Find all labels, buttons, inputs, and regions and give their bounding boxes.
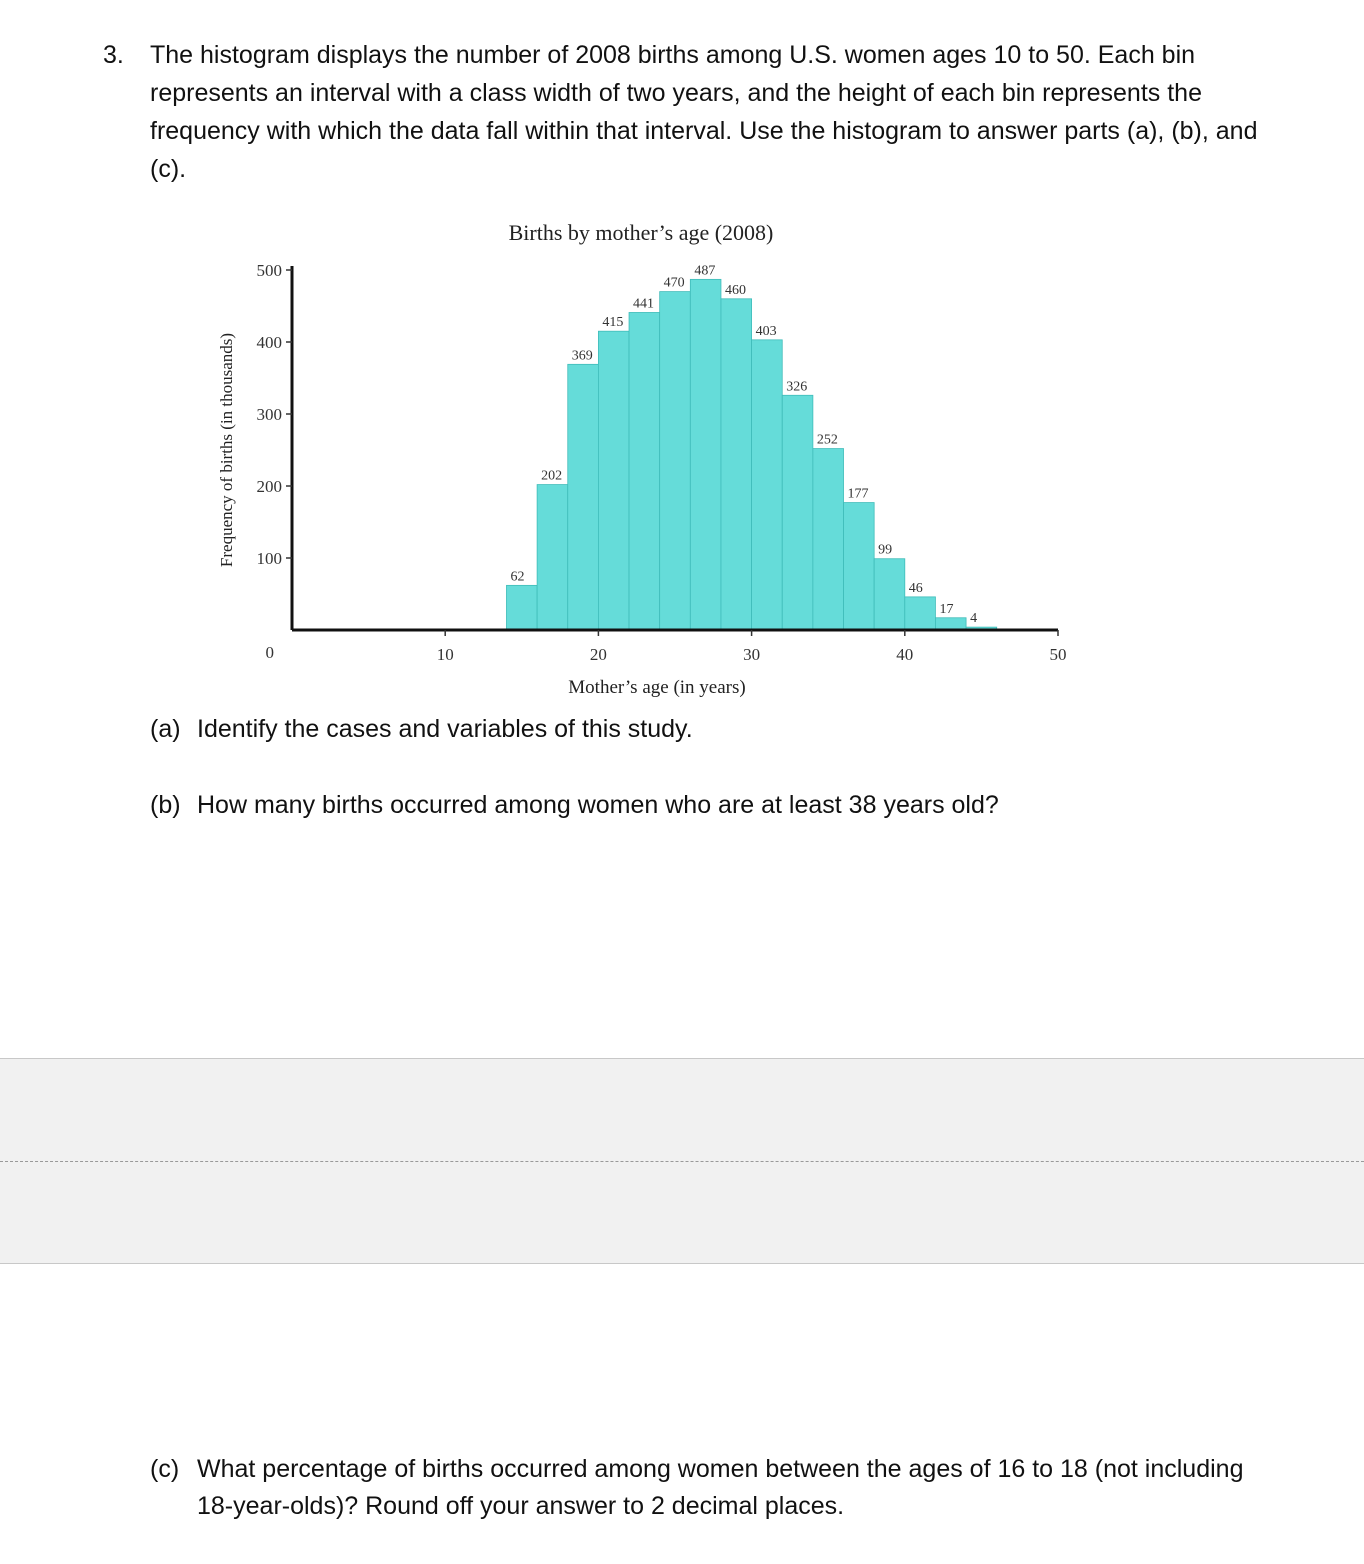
x-tick-label: 10 [436, 645, 454, 664]
bar-value-label: 487 [694, 263, 716, 279]
histogram-bar [905, 597, 936, 630]
bar-value-label: 46 [908, 580, 923, 596]
bar-value-label: 470 [663, 275, 685, 291]
x-axis-label: Mother’s age (in years) [568, 677, 746, 698]
y-tick-label: 200 [256, 477, 282, 496]
histogram-bar [506, 585, 537, 630]
chart-title: Births by mother’s age (2008) [508, 220, 774, 245]
x-tick-label: 40 [896, 645, 914, 664]
y-tick-label: 400 [256, 333, 282, 352]
histogram-bar [629, 312, 660, 630]
part-b-text: How many births occurred among women who are at least 38 years old? [197, 791, 999, 819]
bar-value-label: 403 [755, 323, 777, 339]
bar-value-label: 17 [939, 601, 954, 617]
part-c-label: (c) [150, 1455, 180, 1483]
bar-value-label: 415 [602, 315, 624, 331]
part-b-label: (b) [150, 791, 181, 819]
problem-number: 3. [103, 41, 124, 69]
bar-value-label: 99 [878, 542, 893, 558]
answer-divider [0, 1161, 1364, 1162]
y-zero-label: 0 [265, 643, 274, 662]
x-tick-label: 30 [743, 645, 761, 664]
histogram-bar [721, 299, 752, 630]
bar-value-label: 441 [633, 296, 655, 312]
histogram-bar [660, 292, 691, 630]
bar-value-label: 177 [847, 486, 869, 502]
part-a-text: Identify the cases and variables of this study. [197, 715, 693, 743]
x-tick-label: 20 [589, 645, 607, 664]
bar-value-label: 62 [510, 569, 525, 585]
bar-value-label: 326 [786, 379, 808, 395]
part-a-label: (a) [150, 715, 181, 743]
histogram-bar [690, 279, 721, 630]
problem-text: The histogram displays the number of 2008 births among U.S. women ages 10 to 50. Each bin represents an interval with a class width of two years, and the height of each bin represents the frequency with which the data fall within that interval. Use the histogram to answer parts (a), (b), and (c). [150, 41, 1258, 183]
histogram-bar [537, 485, 568, 630]
y-tick-label: 500 [256, 261, 282, 280]
bar-value-label: 202 [541, 468, 563, 484]
histogram-bar [782, 395, 813, 630]
y-axis-label: Frequency of births (in thousands) [217, 332, 236, 568]
histogram-bar [844, 503, 875, 630]
x-tick-label: 50 [1049, 645, 1067, 664]
histogram-bar [568, 364, 599, 630]
histogram-bar [874, 559, 905, 630]
bar-value-label: 4 [970, 611, 978, 627]
part-c-text: What percentage of births occurred among women between the ages of 16 to 18 (not including 18-year-olds)? Round off your answer to 2 decimal places. [197, 1455, 1244, 1520]
histogram-bar [752, 340, 783, 630]
histogram-bar [935, 618, 966, 630]
bar-value-label: 369 [571, 348, 593, 364]
histogram-bar [813, 449, 844, 630]
bar-value-label: 460 [724, 282, 746, 298]
histogram-bar [598, 331, 629, 630]
y-tick-label: 300 [256, 405, 282, 424]
answer-area[interactable] [0, 1058, 1364, 1264]
y-tick-label: 100 [256, 549, 282, 568]
bar-value-label: 252 [816, 432, 838, 448]
histogram-chart [200, 210, 1070, 700]
